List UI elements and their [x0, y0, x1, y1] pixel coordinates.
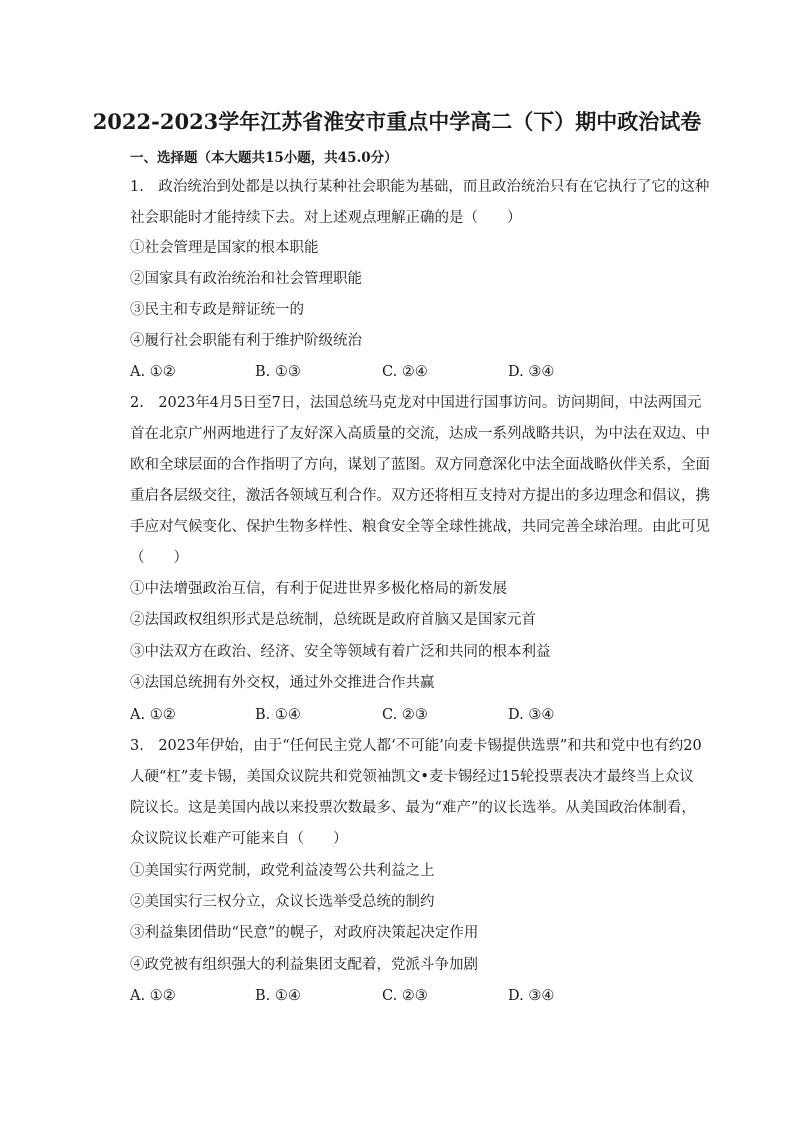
- q3-choice-d: D. ③④: [508, 988, 555, 1004]
- section-heading: 一、选择题（本大题共15小题，共45.0分）: [130, 150, 398, 166]
- q2-stem-line-2: 首在北京广州两地进行了友好深入高质量的交流，达成一系列战略共识，为中法在双边、中: [130, 426, 710, 442]
- q2-stem-line-1: 2. 2023年4月5日至7日，法国总统马克龙对中国进行国事访问。访问期间，中法两国元: [130, 395, 702, 411]
- q1-option-2: ②国家具有政治统治和社会管理职能: [130, 271, 362, 287]
- q3-option-4: ④政党被有组织强大的利益集团支配着，党派斗争加剧: [130, 957, 478, 973]
- q2-option-3: ③中法双方在政治、经济、安全等领域有着广泛和共同的根本利益: [130, 644, 551, 660]
- q3-choice-c: C. ②③: [382, 988, 428, 1004]
- q2-option-2: ②法国政权组织形式是总统制，总统既是政府首脑又是国家元首: [130, 612, 536, 628]
- q3-choice-a: A. ①②: [130, 988, 176, 1004]
- q3-stem-line-4: 众议院议长难产可能来自（ ）: [130, 831, 348, 847]
- q1-option-4: ④履行社会职能有利于维护阶级统治: [130, 333, 362, 349]
- q1-option-1: ①社会管理是国家的根本职能: [130, 240, 319, 256]
- q2-choice-c: C. ②③: [382, 707, 428, 723]
- q2-option-4: ④法国总统拥有外交权，通过外交推进合作共赢: [130, 675, 435, 691]
- q3-option-3: ③利益集团借助“民意”的幌子，对政府决策起决定作用: [130, 925, 479, 941]
- q3-stem-line-1: 3. 2023年伊始，由于“任何民主党人都‘不可能’向麦卡锡提供选票”和共和党中也有约20: [130, 738, 702, 754]
- q2-stem-line-5: 手应对气候变化、保护生物多样性、粮食安全等全球性挑战，共同完善全球治理。由此可见: [130, 519, 710, 535]
- q2-choice-d: D. ③④: [508, 707, 555, 723]
- q2-stem-line-6: （ ）: [130, 550, 188, 566]
- q3-option-2: ②美国实行三权分立，众议长选举受总统的制约: [130, 894, 435, 910]
- q3-stem-line-3: 院议长。这是美国内战以来投票次数最多、最为“难产”的议长选举。从美国政治体制看，: [130, 800, 696, 816]
- q1-stem-line-2: 社会职能时才能持续下去。对上述观点理解正确的是（ ）: [130, 210, 522, 226]
- q1-choice-c: C. ②④: [382, 364, 428, 380]
- q3-choice-b: B. ①④: [255, 988, 301, 1004]
- q2-stem-line-4: 重启各层级交往，激活各领域互利合作。双方还将相互支持对方提出的多边理念和倡议，携: [130, 488, 710, 504]
- q1-stem-line-1: 1. 政治统治到处都是以执行某种社会职能为基础，而且政治统治只有在它执行了它的这种: [130, 179, 710, 195]
- q2-option-1: ①中法增强政治互信，有利于促进世界多极化格局的新发展: [130, 581, 507, 597]
- q2-stem-line-3: 欧和全球层面的合作指明了方向，谋划了蓝图。双方同意深化中法全面战略伙伴关系，全面: [130, 457, 710, 473]
- q2-choice-b: B. ①④: [255, 707, 301, 723]
- q2-choice-a: A. ①②: [130, 707, 176, 723]
- q1-choice-d: D. ③④: [508, 364, 555, 380]
- q1-choice-b: B. ①③: [255, 364, 301, 380]
- q1-option-3: ③民主和专政是辩证统一的: [130, 302, 304, 318]
- q1-choice-a: A. ①②: [130, 364, 176, 380]
- page-title: 2022-2023学年江苏省淮安市重点中学高二（下）期中政治试卷: [92, 109, 702, 134]
- q3-option-1: ①美国实行两党制，政党利益凌驾公共利益之上: [130, 863, 435, 879]
- q3-stem-line-2: 人硬“杠”麦卡锡，美国众议院共和党领袖凯文•麦卡锡经过15轮投票表决才最终当上众议: [130, 769, 694, 785]
